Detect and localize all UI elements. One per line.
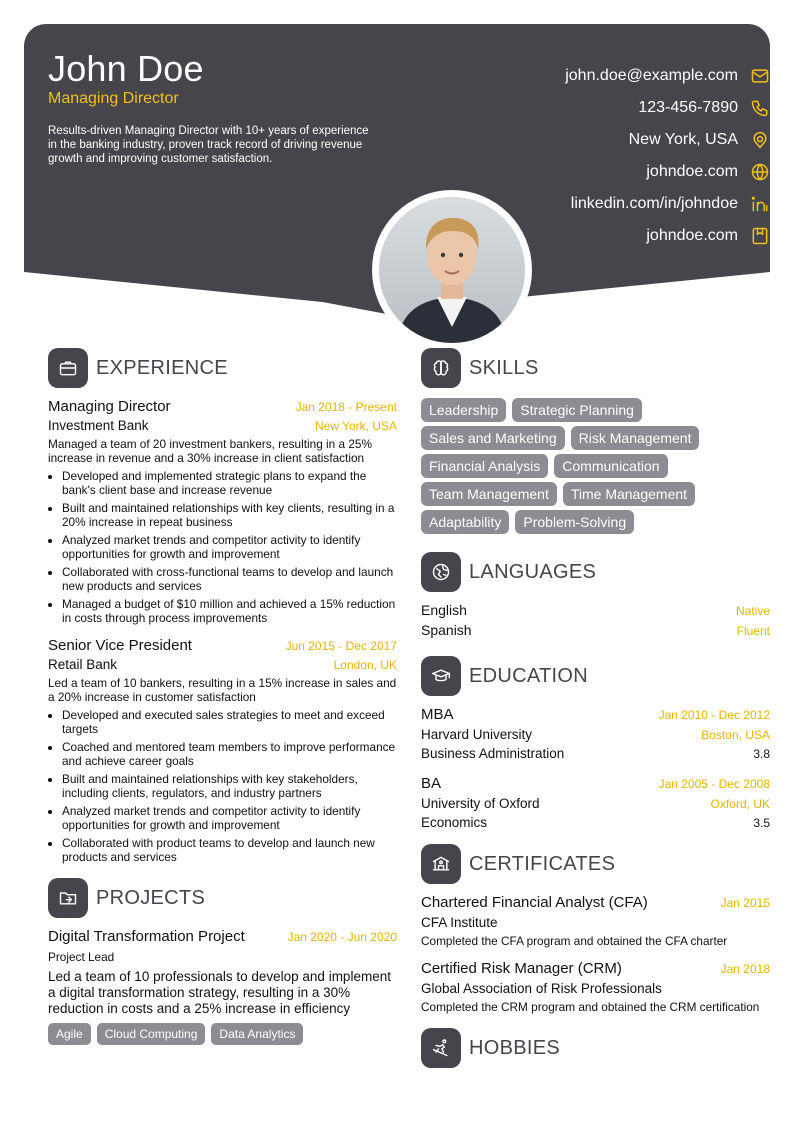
education-entry [421,706,770,761]
phone-icon [750,98,770,118]
job-bullet: • Managed a budget of $10 million and achieved a 15% reduction in costs through process improvements [62,597,397,625]
education-section [421,656,770,830]
job-bullet: • Coached and mentored team members to improve performance and achieve career goals [62,740,397,768]
left-column [48,348,397,1059]
contact-linkedin-text[interactable]: linkedin.com/in/johndoe [570,195,738,212]
job-date: Jun 2015 - Dec 2017 [285,639,397,653]
languages-title: LANGUAGES [469,560,597,583]
globe-icon [750,162,770,182]
job-entry [48,637,397,864]
location-pin-icon [750,130,770,150]
contact-website[interactable] [410,156,770,188]
bookmark-icon [750,226,770,246]
certificate-entry [421,894,770,948]
education-score: 3.8 [753,747,770,761]
graduation-cap-icon [421,656,461,696]
education-degree: MBA [421,706,454,723]
job-title: Managing Director [48,398,171,415]
job-bullet: • Collaborated with cross-functional teams to develop and launch new products and services [62,565,397,593]
hobbies-header [421,1028,770,1068]
contact-location [410,124,770,156]
candidate-role: Managing Director [48,90,179,107]
certificate-desc: Completed the CFA program and obtained the CFA charter [421,934,728,948]
contact-location-text: New York, USA [628,131,738,148]
project-tag: Data Analytics [211,1023,303,1045]
institution-icon [421,844,461,884]
skill-tag: Strategic Planning [512,398,642,422]
job-location: London, UK [333,658,397,672]
linkedin-icon [750,194,770,214]
job-bullet: • Developed and executed sales strategies to meet and exceed targets [62,708,397,736]
profile-photo [379,197,525,343]
education-header [421,656,770,696]
briefcase-icon [48,348,88,388]
language-row [421,602,770,622]
education-entry [421,775,770,830]
job-date: Jan 2018 - Present [295,400,397,414]
languages-header [421,552,770,592]
project-tags [48,1023,397,1045]
job-title: Senior Vice President [48,637,192,654]
education-location: Oxford, UK [710,797,770,811]
skiing-icon [421,1028,461,1068]
certificate-org: Global Association of Risk Professionals [421,981,662,996]
contact-email[interactable] [410,60,770,92]
skill-tag: Financial Analysis [421,454,548,478]
project-date: Jan 2020 - Jun 2020 [287,930,397,944]
job-bullet: • Developed and implemented strategic plans to expand the bank's client base and increase revenue [62,469,397,497]
experience-header [48,348,397,388]
projects-section [48,878,397,1045]
certificate-title: Certified Risk Manager (CRM) [421,960,622,977]
contact-phone[interactable] [410,92,770,124]
contact-portfolio-text[interactable]: johndoe.com [646,227,738,244]
certificate-title: Chartered Financial Analyst (CFA) [421,894,648,911]
skills-title: SKILLS [469,356,539,379]
hobbies-section [421,1028,770,1068]
language-level: Fluent [736,624,770,638]
certificates-title: CERTIFICATES [469,852,616,875]
certificate-date: Jan 2018 [720,962,770,976]
projects-title: PROJECTS [96,886,206,909]
language-row [421,622,770,642]
education-degree: BA [421,775,442,792]
language-name: Spanish [421,622,472,638]
candidate-summary: Results-driven Managing Director with 10+ years of experience in the banking industry, proven track record of driving revenue growth and improving customer satisfaction. [48,125,369,165]
skill-tag: Leadership [421,398,506,422]
education-date: Jan 2010 - Dec 2012 [658,708,770,722]
job-bullets [48,469,397,625]
project-tag: Cloud Computing [97,1023,206,1045]
skills-header [421,348,770,388]
skill-tag: Time Management [563,482,695,506]
language-name: English [421,602,467,618]
candidate-name: John Doe [48,48,204,89]
project-description: Led a team of 10 professionals to develop and implement a digital transformation strategy, resulting in a 30% reduction in costs and a 25% increase in efficiency [48,969,391,1016]
education-location: Boston, USA [701,728,770,742]
hobbies-title: HOBBIES [469,1036,561,1059]
job-summary: Led a team of 10 bankers, resulting in a 15% increase in sales and a 20% increase in customer satisfaction [48,676,397,704]
project-tag: Agile [48,1023,91,1045]
skill-tag: Sales and Marketing [421,426,565,450]
job-bullet: • Built and maintained relationships with key stakeholders, including clients, regulators, and industry partners [62,772,397,800]
projects-header [48,878,397,918]
certificate-date: Jan 2015 [720,896,770,910]
right-column [421,348,770,1082]
job-entry [48,398,397,625]
skill-tag: Risk Management [571,426,700,450]
folder-icon [48,878,88,918]
education-title: EDUCATION [469,664,588,687]
certificate-org: CFA Institute [421,915,498,930]
certificate-desc: Completed the CRM program and obtained the CRM certification [421,1000,760,1014]
contact-phone-text[interactable]: 123-456-7890 [638,99,738,116]
certificates-section [421,844,770,1014]
skills-tags [421,398,770,534]
education-field: Business Administration [421,746,565,761]
contact-email-text[interactable]: john.doe@example.com [565,67,738,84]
skill-tag: Adaptability [421,510,509,534]
experience-title: EXPERIENCE [96,356,228,379]
certificates-header [421,844,770,884]
project-title: Digital Transformation Project [48,928,245,945]
job-bullet: • Collaborated with product teams to develop and launch new products and services [62,836,397,864]
education-field: Economics [421,815,488,830]
brain-icon [421,348,461,388]
contact-website-text[interactable]: johndoe.com [646,163,738,180]
mail-icon [750,66,770,86]
education-score: 3.5 [753,816,770,830]
job-org: Investment Bank [48,418,149,433]
skill-tag: Team Management [421,482,557,506]
language-level: Native [735,604,770,618]
skill-tag: Communication [554,454,667,478]
project-entry [48,928,397,1045]
job-summary: Managed a team of 20 investment bankers, resulting in a 25% increase in revenue and a 30% increase in client satisfaction [48,437,372,465]
experience-section [48,348,397,864]
job-bullets [48,708,397,864]
language-icon [421,552,461,592]
languages-section [421,552,770,642]
job-location: New York, USA [314,419,397,433]
profile-photo-frame [372,190,532,350]
job-org: Retail Bank [48,657,118,672]
skills-section [421,348,770,534]
education-school: University of Oxford [421,796,540,811]
job-bullet: • Built and maintained relationships with key clients, resulting in a 20% increase in repeat business [62,501,397,529]
job-bullet: • Analyzed market trends and competitor activity to identify opportunities for growth and improvement [62,804,397,832]
job-bullet: • Analyzed market trends and competitor activity to identify opportunities for growth and improvement [62,533,397,561]
skill-tag: Problem-Solving [515,510,634,534]
education-date: Jan 2005 - Dec 2008 [658,777,770,791]
project-role: Project Lead [48,950,115,964]
certificate-entry [421,960,770,1014]
education-school: Harvard University [421,727,533,742]
